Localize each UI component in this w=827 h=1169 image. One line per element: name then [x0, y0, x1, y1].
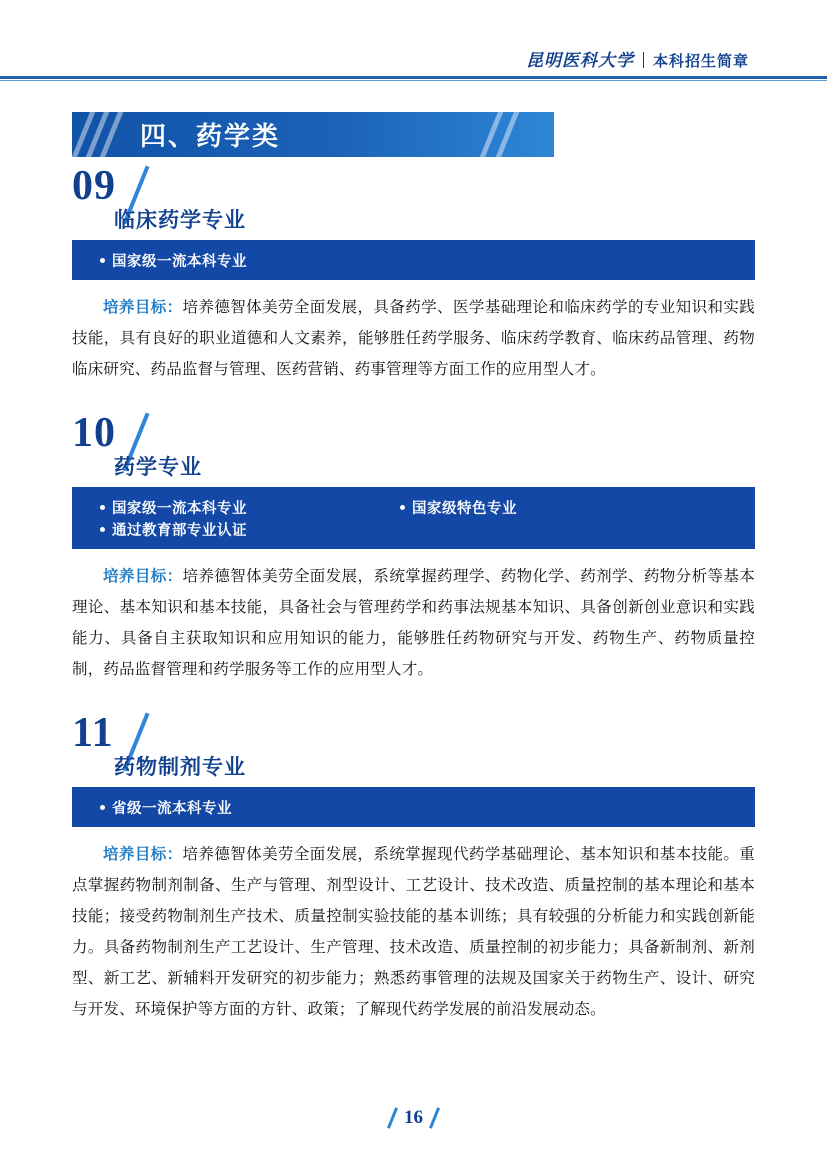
decorative-slashes-left-icon [80, 112, 128, 157]
goal-text: 培养德智体美劳全面发展，具备药学、医学基础理论和临床药学的专业知识和实践技能，具有良好的职业道德和人文素养，能够胜任药学服务、临床药学教育、临床药品管理、药物临床研究、药品监督与管理、医药营销、药事管理等方面工作的应用型人才。 [72, 299, 755, 378]
major-tag-bar [72, 487, 755, 549]
major-number-row [72, 160, 755, 238]
goal-label: 培养目标： [103, 299, 183, 316]
major-block [72, 160, 755, 385]
bullet-dot-icon [100, 527, 105, 532]
goal-text: 培养德智体美劳全面发展，系统掌握药理学、药物化学、药剂学、药物分析等基本理论、基本知识和基本技能，具备社会与管理药学和药事法规基本知识、具备创新创业意识和实践能力、具备自主获取知识和应用知识的能力，能够胜任药物研究与开发、药物生产、药物质量控制，药品监督管理和药学服务等工作的应用型人才。 [72, 568, 755, 678]
major-number-row [72, 707, 755, 785]
major-tag-bar [72, 787, 755, 827]
bullet-dot-icon [100, 258, 105, 263]
university-logo-text: 昆明医科大学 [525, 51, 634, 70]
decorative-slashes-right-icon [488, 112, 544, 157]
goal-label: 培养目标： [103, 568, 183, 585]
bullet-dot-icon [100, 805, 105, 810]
major-tag [100, 797, 400, 818]
page-slash-left-icon [387, 1107, 398, 1129]
tag-line [72, 518, 755, 540]
major-tag [100, 250, 400, 271]
major-name: 临床药学专业 [114, 209, 246, 232]
major-tag-label: 省级一流本科专业 [112, 800, 232, 817]
major-tag-label: 通过教育部专业认证 [112, 522, 247, 539]
goal-text: 培养德智体美劳全面发展，系统掌握现代药学基础理论、基本知识和基本技能。重点掌握药物制剂制备、生产与管理、剂型设计、工艺设计、技术改造、质量控制的基本理论和基本技能；接受药物制剂生产技术、质量控制实验技能的基本训练；具有较强的分析能力和实践创新能力。具备药物制剂生产工艺设计、生产管理、技术改造、质量控制的初步能力；具备新制剂、新剂型、新工艺、新辅料开发研究的初步能力；熟悉药事管理的法规及国家关于药物生产、设计、研究与开发、环境保护等方面的方针、政策；了解现代药学发展的前沿发展动态。 [72, 846, 755, 1018]
major-name: 药学专业 [114, 456, 202, 479]
header-rule-thin [0, 80, 827, 81]
major-goal-paragraph [72, 292, 755, 385]
bullet-dot-icon [100, 505, 105, 510]
section-title-bar [72, 112, 554, 157]
major-block [72, 707, 755, 1025]
page-number-area [0, 1103, 827, 1133]
major-number: 09 [72, 163, 116, 209]
major-tag-label: 国家级一流本科专业 [112, 253, 247, 270]
major-goal-paragraph [72, 561, 755, 685]
bullet-dot-icon [400, 505, 405, 510]
main-content [72, 160, 755, 1041]
major-tag [400, 497, 517, 518]
header-rule-thick [0, 76, 827, 79]
major-tag-label: 国家级一流本科专业 [112, 500, 247, 517]
major-number: 11 [72, 710, 114, 756]
header-subtitle: 本科招生简章 [652, 54, 749, 70]
tag-line [72, 496, 755, 518]
major-number-row [72, 407, 755, 485]
page-number: 16 [404, 1107, 423, 1128]
tag-line [72, 796, 755, 818]
major-number: 10 [72, 410, 116, 456]
major-tag-bar [72, 240, 755, 280]
major-tag [100, 519, 400, 540]
section-title: 四、药学类 [140, 121, 281, 151]
major-name: 药物制剂专业 [114, 756, 246, 779]
goal-label: 培养目标： [103, 846, 183, 863]
major-block [72, 407, 755, 685]
major-goal-paragraph [72, 839, 755, 1025]
header-branding [526, 46, 749, 71]
major-tag-label: 国家级特色专业 [412, 500, 517, 517]
major-tag [100, 497, 400, 518]
tag-line [72, 249, 755, 271]
page-slash-right-icon [429, 1107, 440, 1129]
header-divider [643, 52, 644, 68]
